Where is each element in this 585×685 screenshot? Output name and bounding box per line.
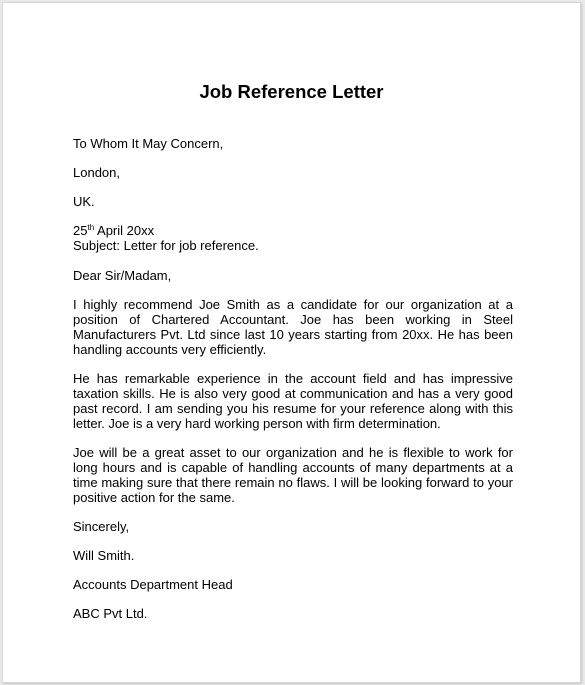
paragraph-closing-remarks: Joe will be a great asset to our organization and he is flexible to work for long hours and is capable of handling accounts of many departments at a time making sure that there remain no flaws. I will be looking forward to your positive action for the same. (73, 445, 513, 505)
closing-line: Sincerely, (73, 519, 130, 534)
date-line (73, 223, 513, 238)
document-page (2, 2, 581, 683)
signer-title: Accounts Department Head (73, 577, 233, 592)
letter-body (73, 136, 513, 635)
signer-name: Will Smith. (73, 548, 135, 563)
salutation-line: Dear Sir/Madam, (73, 268, 172, 283)
subject-line: Subject: Letter for job reference. (73, 238, 259, 253)
date-day: 25 (73, 223, 88, 238)
letter-title: Job Reference Letter (199, 81, 384, 102)
country-line: UK. (73, 194, 95, 209)
paragraph-experience: He has remarkable experience in the account field and has impressive taxation skills. He is also very good at communication and has a very good past record. I am sending you his resume for your reference along with this letter. Joe is a very hard working person with firm determination. (73, 371, 513, 431)
paragraph-recommendation: I highly recommend Joe Smith as a candidate for our organization at a position of Chartered Accountant. Joe has been working in Steel Manufacturers Pvt. Ltd since last 10 years starting from 20xx. He has been handling accounts very efficiently. (73, 297, 513, 357)
date-month-year: April 20xx (94, 223, 155, 238)
city-line: London, (73, 165, 120, 180)
date-suffix: th (87, 223, 95, 232)
company-name: ABC Pvt Ltd. (73, 606, 148, 621)
recipient-line: To Whom It May Concern, (73, 136, 224, 151)
